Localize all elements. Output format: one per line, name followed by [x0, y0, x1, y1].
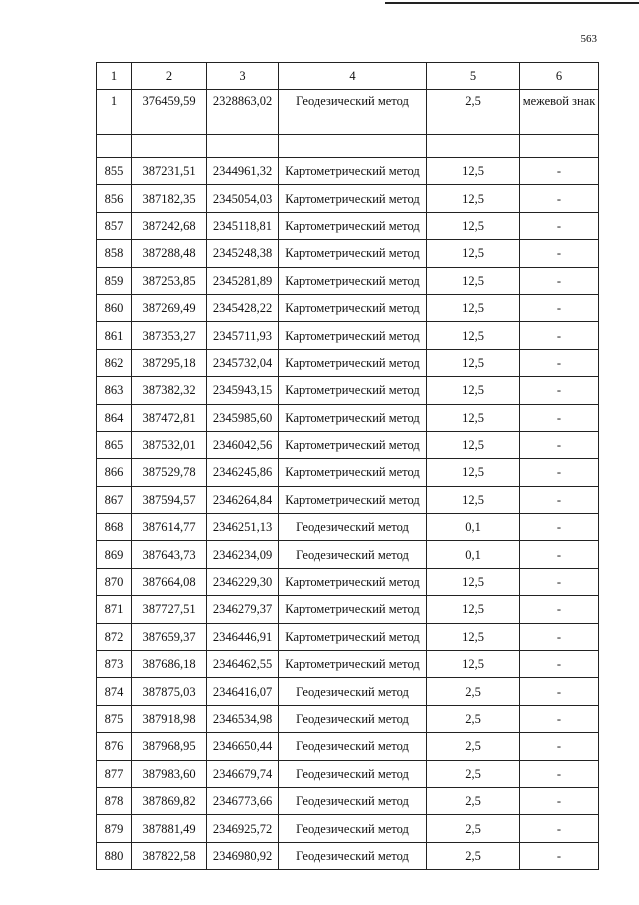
- table-cell: Картометрический метод: [279, 322, 427, 349]
- table-cell: 12,5: [427, 486, 520, 513]
- table-row: [97, 185, 599, 212]
- table-cell: 387288,48: [132, 240, 207, 267]
- table-cell: 387231,51: [132, 158, 207, 185]
- table-cell: 2,5: [427, 733, 520, 760]
- table-cell: 879: [97, 815, 132, 842]
- table-cell: -: [520, 240, 599, 267]
- table-cell: 2328863,02: [207, 90, 279, 135]
- table-cell: -: [520, 514, 599, 541]
- table-cell: 2346446,91: [207, 623, 279, 650]
- table-cell: Картометрический метод: [279, 158, 427, 185]
- table-row: [97, 294, 599, 321]
- table-cell: -: [520, 541, 599, 568]
- table-cell: -: [520, 760, 599, 787]
- table-cell: Картометрический метод: [279, 404, 427, 431]
- table-cell: Картометрический метод: [279, 212, 427, 239]
- table-cell: Картометрический метод: [279, 486, 427, 513]
- table-cell: 387242,68: [132, 212, 207, 239]
- table-cell: -: [520, 158, 599, 185]
- table-cell: 872: [97, 623, 132, 650]
- table-row: [97, 815, 599, 842]
- table-cell: 855: [97, 158, 132, 185]
- table-cell: 861: [97, 322, 132, 349]
- table-cell: 2,5: [427, 90, 520, 135]
- column-header: 3: [207, 63, 279, 90]
- table-cell: 877: [97, 760, 132, 787]
- table-row: [97, 651, 599, 678]
- table-cell: 871: [97, 596, 132, 623]
- table-cell: 2,5: [427, 705, 520, 732]
- table-cell: 2346251,13: [207, 514, 279, 541]
- table-row: [97, 267, 599, 294]
- table-cell: 387382,32: [132, 377, 207, 404]
- table-cell: -: [520, 486, 599, 513]
- table-row: [97, 842, 599, 869]
- table-cell: 2345281,89: [207, 267, 279, 294]
- table-row: [97, 596, 599, 623]
- table-cell: 387686,18: [132, 651, 207, 678]
- table-row: [97, 212, 599, 239]
- table-body: [97, 90, 599, 870]
- table-row: [97, 541, 599, 568]
- table-cell: -: [520, 431, 599, 458]
- table-row: [97, 322, 599, 349]
- table-cell: 387869,82: [132, 787, 207, 814]
- table-row: [97, 678, 599, 705]
- table-cell: 2346245,86: [207, 459, 279, 486]
- column-header: 4: [279, 63, 427, 90]
- table-cell: Картометрический метод: [279, 651, 427, 678]
- table-cell: -: [520, 596, 599, 623]
- table-cell: 387881,49: [132, 815, 207, 842]
- table-cell: 865: [97, 431, 132, 458]
- table-cell-empty: [520, 135, 599, 158]
- table-cell: -: [520, 815, 599, 842]
- column-header: 5: [427, 63, 520, 90]
- table-cell: 12,5: [427, 596, 520, 623]
- table-cell: 864: [97, 404, 132, 431]
- table-cell: 387918,98: [132, 705, 207, 732]
- table-cell: Геодезический метод: [279, 787, 427, 814]
- table-cell: -: [520, 377, 599, 404]
- table-cell: 2345428,22: [207, 294, 279, 321]
- table-cell: 876: [97, 733, 132, 760]
- table-cell: 873: [97, 651, 132, 678]
- table-cell: 387659,37: [132, 623, 207, 650]
- table-cell: Геодезический метод: [279, 514, 427, 541]
- table-cell-empty: [427, 135, 520, 158]
- table-cell: 2346650,44: [207, 733, 279, 760]
- table-cell: Картометрический метод: [279, 596, 427, 623]
- column-header: 2: [132, 63, 207, 90]
- table-cell: -: [520, 842, 599, 869]
- table-cell: Геодезический метод: [279, 760, 427, 787]
- table-cell: 12,5: [427, 322, 520, 349]
- table-cell-empty: [132, 135, 207, 158]
- table-cell: 2,5: [427, 678, 520, 705]
- table-cell: -: [520, 623, 599, 650]
- table-row: [97, 733, 599, 760]
- table-cell: 2346980,92: [207, 842, 279, 869]
- table-cell: 2346264,84: [207, 486, 279, 513]
- table-cell: 858: [97, 240, 132, 267]
- table-row: [97, 514, 599, 541]
- table-cell: 2,5: [427, 787, 520, 814]
- table-cell: 862: [97, 349, 132, 376]
- table-cell: Картометрический метод: [279, 240, 427, 267]
- table-cell: 387182,35: [132, 185, 207, 212]
- table-cell: 387472,81: [132, 404, 207, 431]
- table-cell: 387253,85: [132, 267, 207, 294]
- table-cell: 2346416,07: [207, 678, 279, 705]
- table-cell: 12,5: [427, 431, 520, 458]
- column-header: 1: [97, 63, 132, 90]
- table-cell: -: [520, 733, 599, 760]
- table-cell: 2346042,56: [207, 431, 279, 458]
- table-row: [97, 349, 599, 376]
- table-cell: 2345985,60: [207, 404, 279, 431]
- table-row: [97, 377, 599, 404]
- table-cell: -: [520, 459, 599, 486]
- table-cell: 12,5: [427, 212, 520, 239]
- table-cell: 12,5: [427, 459, 520, 486]
- table-cell: 12,5: [427, 404, 520, 431]
- table-cell: -: [520, 678, 599, 705]
- table-cell: 2346773,66: [207, 787, 279, 814]
- table-cell: -: [520, 212, 599, 239]
- page-number: 563: [580, 33, 597, 45]
- table-cell: 2346679,74: [207, 760, 279, 787]
- table-cell: -: [520, 568, 599, 595]
- table-cell: 878: [97, 787, 132, 814]
- table-cell: 376459,59: [132, 90, 207, 135]
- table-cell: -: [520, 705, 599, 732]
- table-cell: -: [520, 185, 599, 212]
- table-cell: 868: [97, 514, 132, 541]
- table-cell: межевой знак: [520, 90, 599, 135]
- table-cell: 857: [97, 212, 132, 239]
- table-cell: 12,5: [427, 623, 520, 650]
- table-cell: 863: [97, 377, 132, 404]
- table-cell: 387594,57: [132, 486, 207, 513]
- table-cell: Геодезический метод: [279, 842, 427, 869]
- table-cell: 12,5: [427, 349, 520, 376]
- table-cell: 2345054,03: [207, 185, 279, 212]
- table-cell: 387983,60: [132, 760, 207, 787]
- table-cell: Картометрический метод: [279, 267, 427, 294]
- table-cell: 387822,58: [132, 842, 207, 869]
- table-cell: Картометрический метод: [279, 431, 427, 458]
- table-cell: 866: [97, 459, 132, 486]
- table-cell: Картометрический метод: [279, 349, 427, 376]
- table-row: [97, 760, 599, 787]
- table-cell: Картометрический метод: [279, 623, 427, 650]
- table-cell: Картометрический метод: [279, 294, 427, 321]
- table-cell: Геодезический метод: [279, 733, 427, 760]
- table-cell: 2345943,15: [207, 377, 279, 404]
- table-row: [97, 705, 599, 732]
- table-cell: 2346462,55: [207, 651, 279, 678]
- table-cell: 12,5: [427, 267, 520, 294]
- column-header: 6: [520, 63, 599, 90]
- table-cell: 12,5: [427, 651, 520, 678]
- table-cell: Картометрический метод: [279, 377, 427, 404]
- coordinates-table: [96, 62, 599, 870]
- table-cell: 869: [97, 541, 132, 568]
- table-cell: 856: [97, 185, 132, 212]
- table-row: [97, 240, 599, 267]
- table-cell: 12,5: [427, 158, 520, 185]
- table-cell: 2346234,09: [207, 541, 279, 568]
- table-row: [97, 404, 599, 431]
- table-row: [97, 158, 599, 185]
- table-cell: 2345248,38: [207, 240, 279, 267]
- table-row: [97, 486, 599, 513]
- table-cell: 12,5: [427, 377, 520, 404]
- table-header-row: [97, 63, 599, 90]
- table-cell: 12,5: [427, 240, 520, 267]
- table-cell: 387875,03: [132, 678, 207, 705]
- table-cell: 2345118,81: [207, 212, 279, 239]
- table-cell-empty: [207, 135, 279, 158]
- table-cell: 860: [97, 294, 132, 321]
- table-cell: -: [520, 651, 599, 678]
- table-cell: -: [520, 349, 599, 376]
- table-cell: Картометрический метод: [279, 568, 427, 595]
- table-cell: 2346229,30: [207, 568, 279, 595]
- table-cell: 387295,18: [132, 349, 207, 376]
- table-cell: Геодезический метод: [279, 705, 427, 732]
- table-cell: 2,5: [427, 842, 520, 869]
- table-cell: 2344961,32: [207, 158, 279, 185]
- table-cell: 2,5: [427, 760, 520, 787]
- table-cell-empty: [279, 135, 427, 158]
- table-cell: -: [520, 404, 599, 431]
- table-cell: Картометрический метод: [279, 185, 427, 212]
- table-cell: 387269,49: [132, 294, 207, 321]
- table-cell: 387353,27: [132, 322, 207, 349]
- table-cell: 880: [97, 842, 132, 869]
- table-row: [97, 623, 599, 650]
- table-cell: -: [520, 322, 599, 349]
- table-row: [97, 431, 599, 458]
- table-cell: 387614,77: [132, 514, 207, 541]
- table-cell: 387529,78: [132, 459, 207, 486]
- table-cell: 0,1: [427, 541, 520, 568]
- table-cell: -: [520, 787, 599, 814]
- table-cell: Геодезический метод: [279, 815, 427, 842]
- table-cell: 2345732,04: [207, 349, 279, 376]
- table-cell: 2,5: [427, 815, 520, 842]
- table-cell: 2346279,37: [207, 596, 279, 623]
- table-cell: 2346925,72: [207, 815, 279, 842]
- table-cell: 870: [97, 568, 132, 595]
- table-cell: 387643,73: [132, 541, 207, 568]
- table-cell: -: [520, 294, 599, 321]
- table-cell: 387968,95: [132, 733, 207, 760]
- table-row-blank: [97, 135, 599, 158]
- table-cell: 12,5: [427, 568, 520, 595]
- table-row: [97, 787, 599, 814]
- table-cell: 387532,01: [132, 431, 207, 458]
- table-cell: 859: [97, 267, 132, 294]
- top-rule: [385, 2, 639, 4]
- table-cell: 2345711,93: [207, 322, 279, 349]
- table-cell: 1: [97, 90, 132, 135]
- table-cell: -: [520, 267, 599, 294]
- table-cell: 387664,08: [132, 568, 207, 595]
- table-cell: 12,5: [427, 294, 520, 321]
- table-cell: Картометрический метод: [279, 459, 427, 486]
- table-cell: 867: [97, 486, 132, 513]
- table-row: [97, 568, 599, 595]
- table-cell: 875: [97, 705, 132, 732]
- table-cell: 2346534,98: [207, 705, 279, 732]
- table-cell: 387727,51: [132, 596, 207, 623]
- table-cell: 0,1: [427, 514, 520, 541]
- table-cell: Геодезический метод: [279, 541, 427, 568]
- table-row-first: [97, 90, 599, 135]
- table-row: [97, 459, 599, 486]
- table-cell: Геодезический метод: [279, 678, 427, 705]
- table-cell-empty: [97, 135, 132, 158]
- table-cell: 874: [97, 678, 132, 705]
- table-cell: 12,5: [427, 185, 520, 212]
- table-cell: Геодезический метод: [279, 90, 427, 135]
